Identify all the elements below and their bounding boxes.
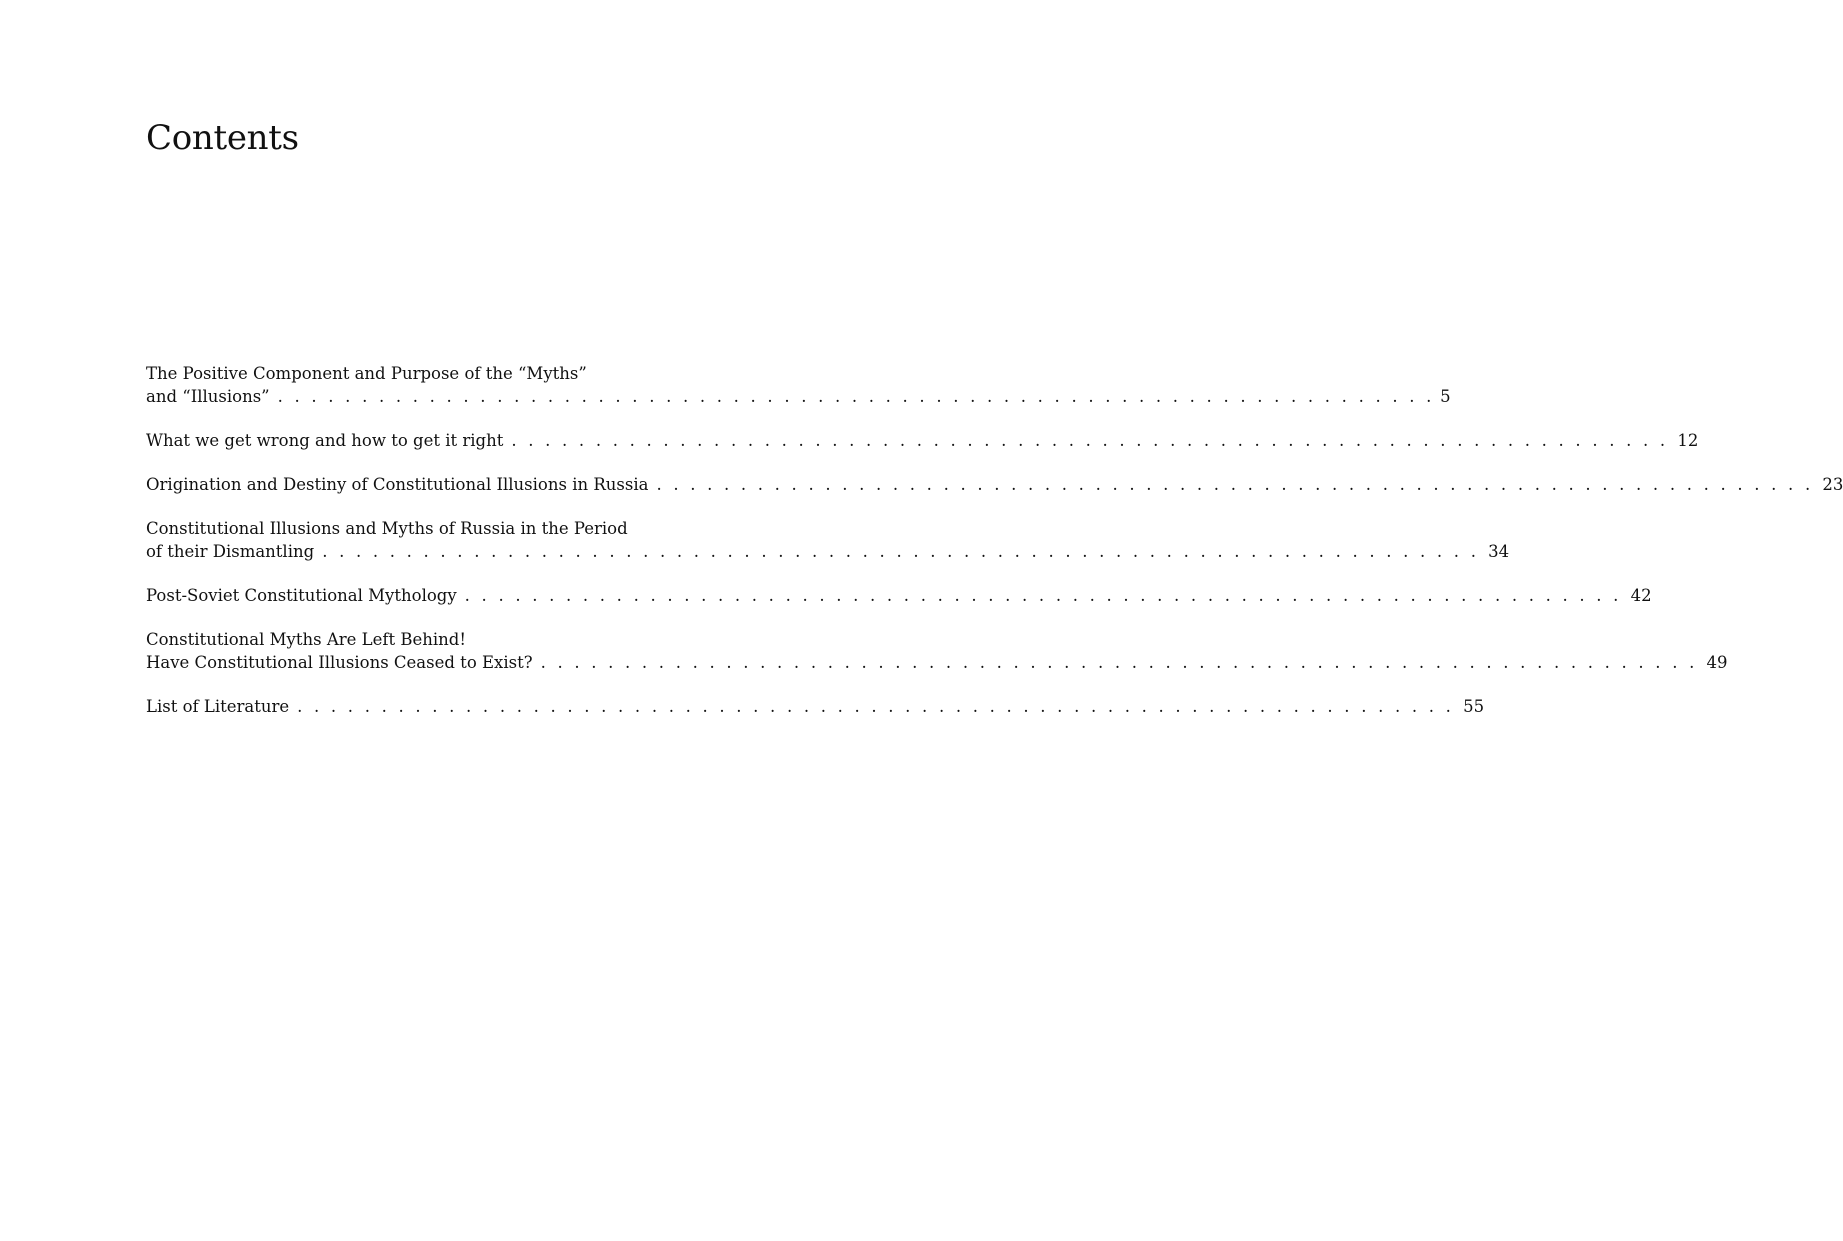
toc-entry-title-line: of their Dismantling (146, 542, 315, 561)
toc-page-number: 34 (1488, 542, 1510, 561)
toc-entry-title-line: The Positive Component and Purpose of the “Myths” (146, 364, 587, 383)
toc-page-number: 49 (1706, 653, 1728, 672)
toc-entry[interactable] (146, 473, 1843, 496)
dot-leader: . . . . . . . . . . . . . . . . . . . . . . . . . . . . . . . . . . . . . . . . . . . . . . . . . . . . . . . . . . . . . . . . . . . . . (511, 431, 1669, 450)
toc-entry[interactable] (146, 429, 1699, 452)
page-title: Contents (146, 118, 299, 158)
toc-entry-title-line: What we get wrong and how to get it right (146, 431, 504, 450)
dot-leader: . . . . . . . . . . . . . . . . . . . . . . . . . . . . . . . . . . . . . . . . . . . . . . . . . . . . . . . . . . . . . . . . . . . . . (297, 697, 1455, 716)
toc-entry-title-line: List of Literature (146, 697, 290, 716)
toc-page-number: 5 (1440, 387, 1451, 406)
toc-page-number: 23 (1822, 475, 1843, 494)
table-of-contents (146, 362, 1843, 739)
toc-entry-title-line: Origination and Destiny of Constitutional Illusions in Russia (146, 475, 649, 494)
toc-entry[interactable] (146, 362, 1451, 408)
toc-entry[interactable] (146, 628, 1728, 674)
toc-entry-title-line: Constitutional Illusions and Myths of Russia in the Period (146, 519, 628, 538)
toc-entry[interactable] (146, 517, 1510, 563)
toc-entry-title-line: Constitutional Myths Are Left Behind! (146, 630, 466, 649)
dot-leader: . . . . . . . . . . . . . . . . . . . . . . . . . . . . . . . . . . . . . . . . . . . . . . . . . . . . . . . . . . . . . . . . . . . . . (464, 586, 1622, 605)
dot-leader: . . . . . . . . . . . . . . . . . . . . . . . . . . . . . . . . . . . . . . . . . . . . . . . . . . . . . . . . . . . . . . . . . . . . . (277, 387, 1435, 406)
toc-entry-title-line: Have Constitutional Illusions Ceased to Exist? (146, 653, 533, 672)
dot-leader: . . . . . . . . . . . . . . . . . . . . . . . . . . . . . . . . . . . . . . . . . . . . . . . . . . . . . . . . . . . . . . . . . . . . . (656, 475, 1814, 494)
dot-leader: . . . . . . . . . . . . . . . . . . . . . . . . . . . . . . . . . . . . . . . . . . . . . . . . . . . . . . . . . . . . . . . . . . . . . (322, 542, 1480, 561)
toc-page-number: 55 (1463, 697, 1485, 716)
toc-entry-title-line: and “Illusions” (146, 387, 270, 406)
toc-page-number: 12 (1677, 431, 1699, 450)
toc-entry[interactable] (146, 695, 1485, 718)
dot-leader: . . . . . . . . . . . . . . . . . . . . . . . . . . . . . . . . . . . . . . . . . . . . . . . . . . . . . . . . . . . . . . . . . . . . . (540, 653, 1698, 672)
toc-entry-title-line: Post-Soviet Constitutional Mythology (146, 586, 457, 605)
toc-entry[interactable] (146, 584, 1652, 607)
toc-page-number: 42 (1630, 586, 1652, 605)
